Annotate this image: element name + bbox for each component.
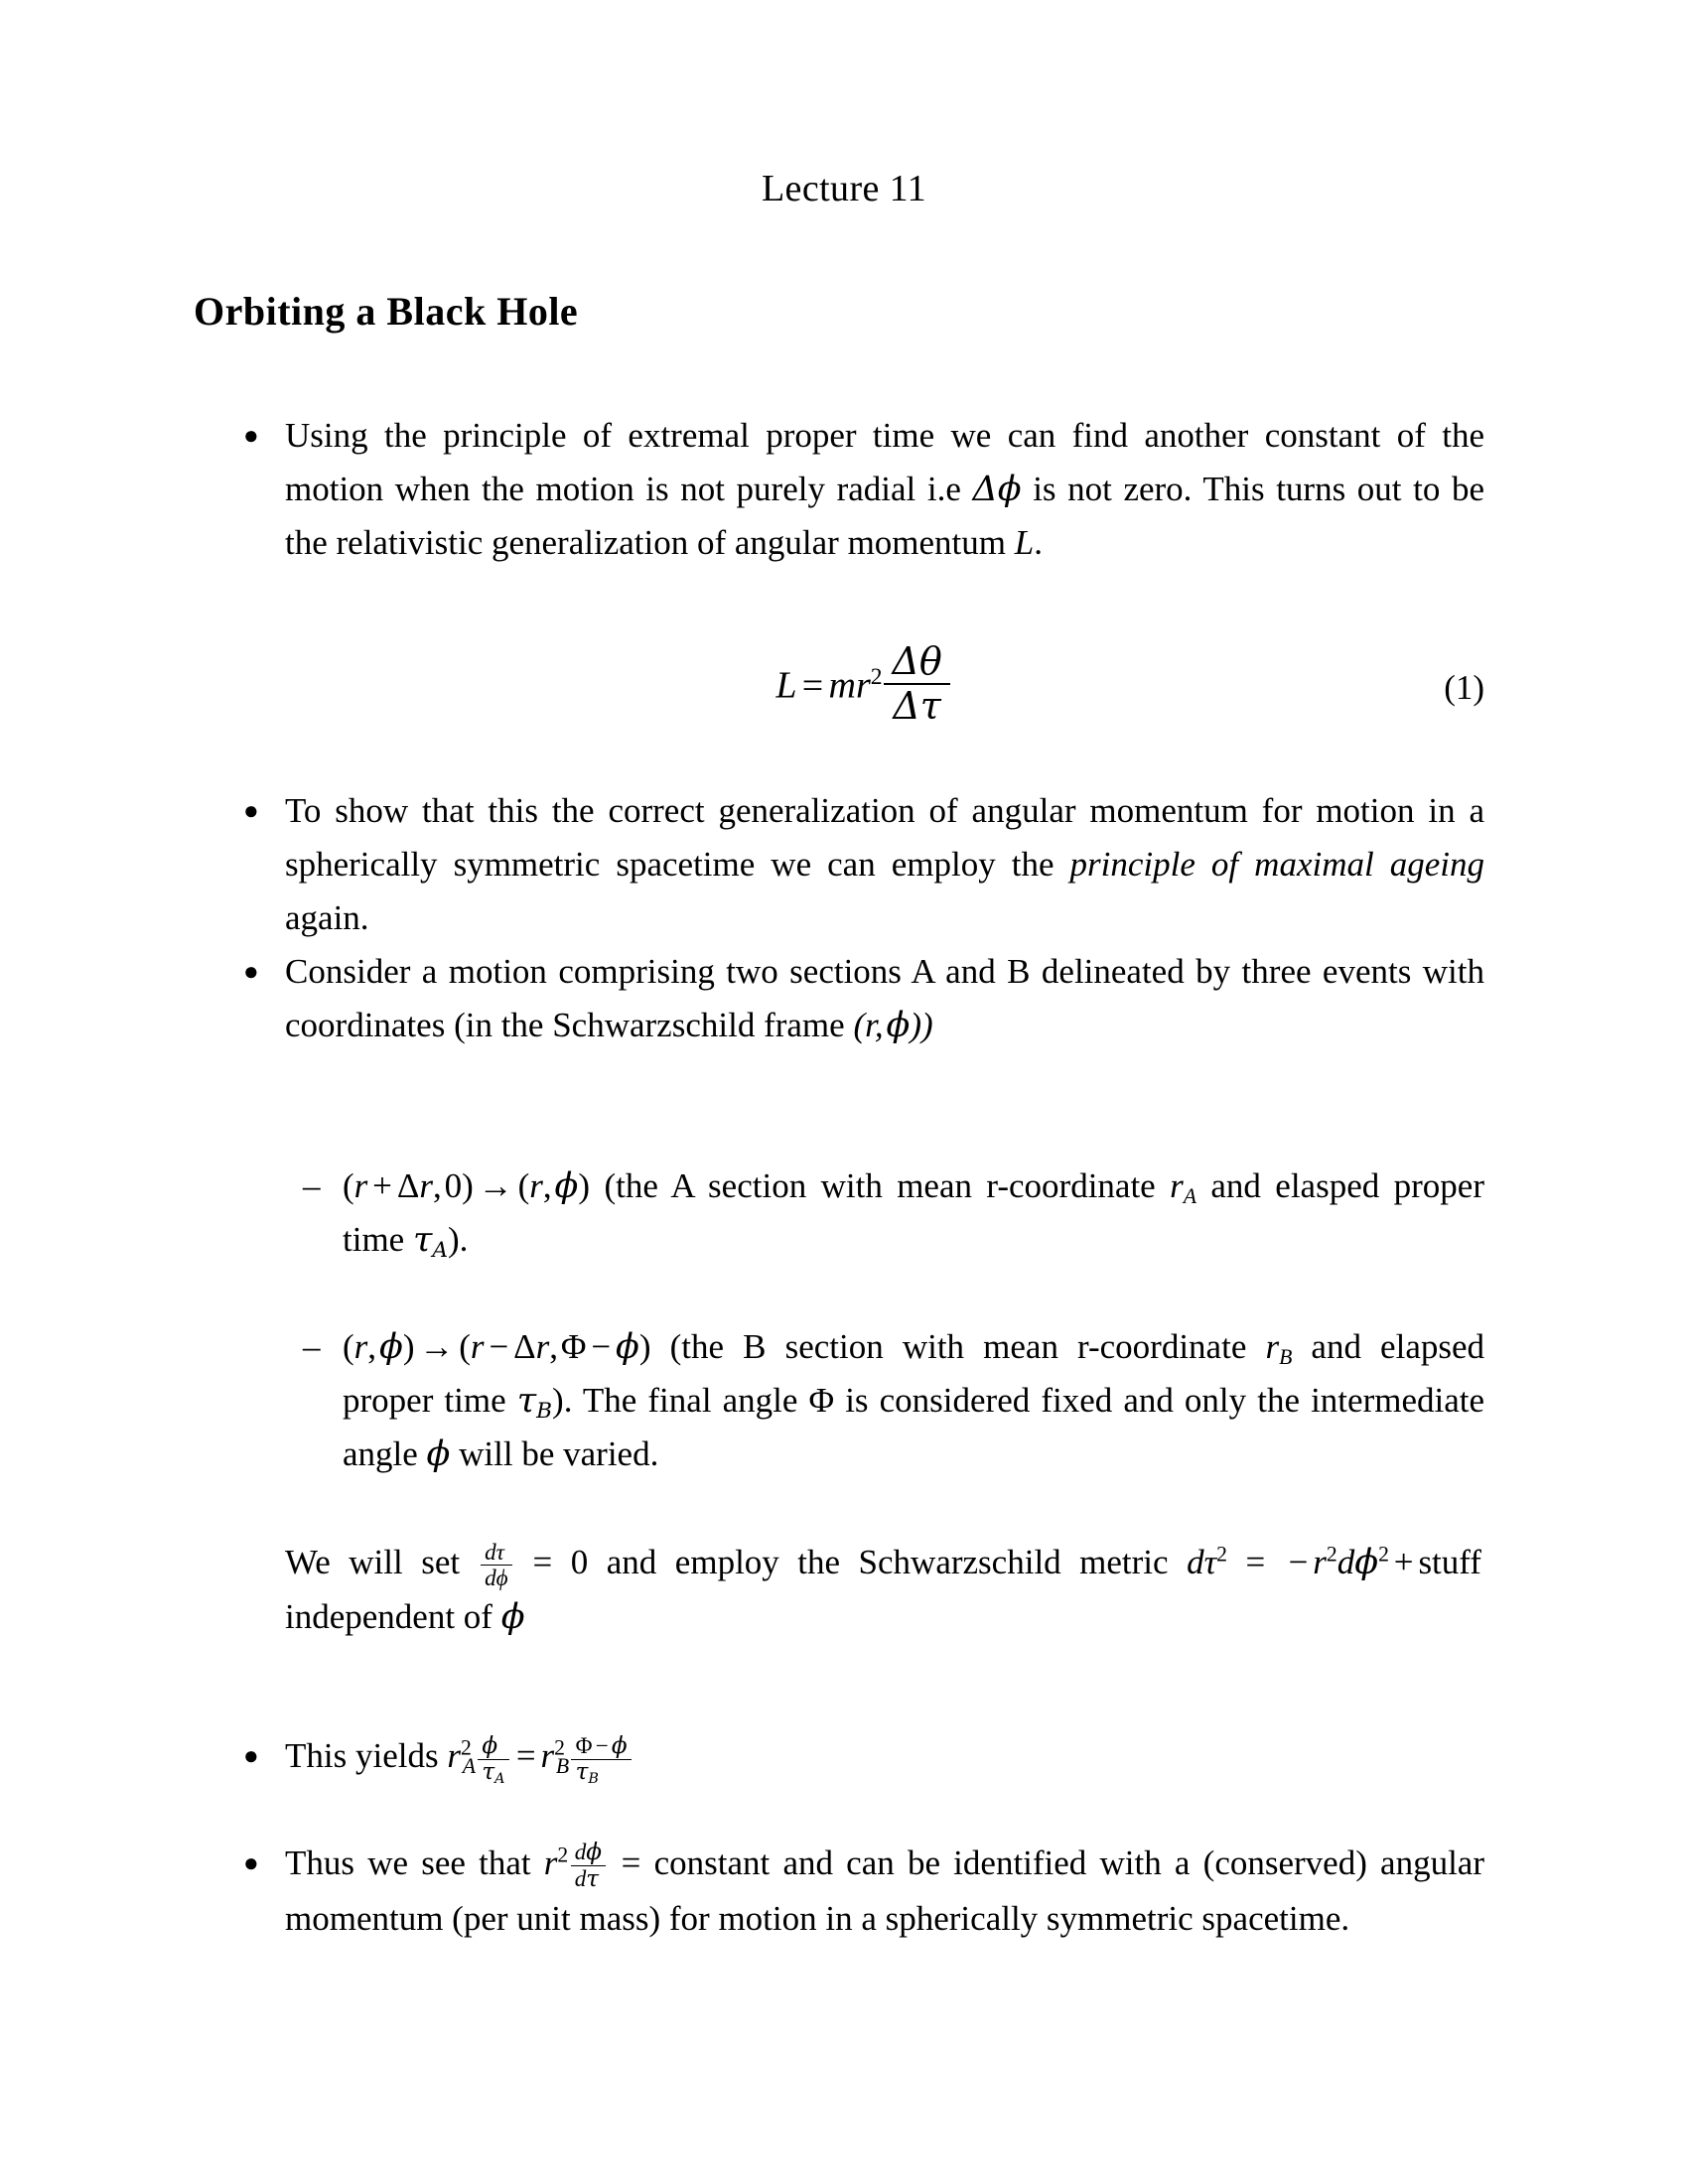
subbullet-2-seg-3: ). The final angle (552, 1381, 809, 1420)
equation-1-denominator: Δτ (884, 683, 950, 728)
bullet-4-math-rA2: $r^2_A$ (447, 1735, 476, 1779)
bullet-marker: ● (243, 421, 259, 450)
paragraph-fraction-denominator: dϕ (481, 1565, 512, 1590)
paragraph-seg-1: We will set (285, 1543, 479, 1581)
equation-1-fraction (884, 640, 950, 727)
bullet-3-math-coords: (r, ϕ)) (853, 1006, 933, 1045)
bullet-4-seg-1: This yields (285, 1736, 448, 1775)
subbullet-2-math-lhs: (r, ϕ) (343, 1327, 415, 1367)
subbullet-1-seg-3: ). (448, 1220, 469, 1259)
bullet-1-seg-1: Using the principle of extremal proper time we can find another constant of the motion when the motion is not purely radial i.e (285, 416, 1484, 508)
subbullet-2-math-rB: $r_B$ (1265, 1327, 1293, 1370)
bullet-3-seg-1: Consider a motion comprising two sections A and B delineated by three events with coordinates (in the Schwarzschild frame (285, 952, 1484, 1044)
subbullet-2-text (343, 1320, 1484, 1481)
subbullet-item-1 (303, 1160, 1484, 1267)
bullet-marker: ● (243, 957, 259, 986)
subbullet-item-2 (303, 1320, 1484, 1481)
subbullet-1-seg-1: (the A section with mean r-coordinate (590, 1166, 1171, 1205)
bullet-2-seg-2: again. (285, 898, 369, 937)
subbullet-2-seg-5: will be varied. (450, 1434, 659, 1473)
equation-1-coeff: mr (828, 664, 871, 707)
subbullet-1-math-rA: $r_A$ (1170, 1166, 1196, 1209)
bullet-item-2 (243, 784, 1484, 945)
page-title: Lecture 11 (761, 168, 927, 209)
bullet-5-seg-1: Thus we see that (285, 1843, 544, 1882)
paragraph-seg-2: = 0 and employ the Schwarzschild metric (514, 1543, 1188, 1581)
equation-1-equals: = (801, 664, 824, 707)
bullet-4-equals: = (515, 1736, 536, 1775)
bullet-4-fraction-A (478, 1733, 508, 1787)
bullet-4-fraction-A-numerator: ϕ (482, 1733, 498, 1760)
bullet-marker: ● (243, 1848, 259, 1877)
subbullet-2-math-phi: ϕ (426, 1434, 451, 1474)
subbullet-2-math-tauB: $\tau_B$ (516, 1381, 553, 1425)
bullet-5-seg-2: = constant and can be identified with a (conserved) angular momentum (per unit mass) for motion in a spherically symmetric spacetime. (285, 1843, 1485, 1938)
bullet-3-text (285, 945, 1484, 1052)
subbullet-2-math-rhs: (r − Δr, Φ − ϕ) (459, 1327, 651, 1367)
bullet-4-fraction-B-denominator: $\tau_B$ (571, 1759, 631, 1785)
subbullet-1-seg-2: and elasped proper time (343, 1166, 1484, 1259)
bullet-2-text (285, 784, 1484, 945)
bullet-5-math-r2: $r^2$ (543, 1843, 569, 1882)
subbullet-2-seg-4: is considered fixed and only the intermediate angle (343, 1381, 1485, 1473)
subbullet-2-seg-1: (the B section with mean r-coordinate (650, 1327, 1266, 1366)
subbullet-1-text (343, 1160, 1484, 1267)
bullet-item-5 (243, 1837, 1484, 1946)
bullet-1-seg-2: is not zero. This turns out to be the relativistic generalization of angular momentum (285, 470, 1484, 562)
equation-1-body (243, 640, 1484, 727)
subbullet-1-arrow: → (478, 1166, 513, 1205)
bullet-item-3 (243, 945, 1484, 1052)
section-heading: Orbiting a Black Hole (194, 289, 579, 334)
paragraph-fraction-dtau-dphi (481, 1540, 512, 1589)
bullet-2-italic-phrase: principle of maximal ageing (1069, 845, 1484, 884)
subbullet-2-math-Phi: Φ (808, 1381, 835, 1420)
subbullet-1-math-rhs: (r, ϕ) (517, 1166, 591, 1206)
subbullet-1-math-lhs: (r + Δr, 0) (343, 1166, 474, 1205)
bullet-item-4 (243, 1729, 1484, 1785)
subbullet-2-seg-2: and elapsed proper time (343, 1327, 1485, 1420)
equation-1-number: (1) (1444, 668, 1484, 707)
paragraph-math-dtau2: $d\tau^2$ (1187, 1542, 1227, 1581)
bullet-5-text (285, 1837, 1484, 1946)
equation-1-numerator: Δθ (892, 639, 942, 683)
bullet-1-text (285, 409, 1484, 570)
bullet-4-text (285, 1729, 1484, 1785)
paragraph-fraction-numerator: dτ (485, 1539, 504, 1566)
bullet-1-math-L: L (1014, 523, 1035, 562)
subbullet-marker: – (303, 1327, 321, 1366)
bullet-5-fraction-dphi-dtau (571, 1840, 607, 1891)
bullet-marker: ● (243, 796, 259, 825)
bullet-5-fraction-denominator: dτ (571, 1865, 607, 1892)
bullet-4-fraction-A-denominator: $\tau_A$ (478, 1759, 508, 1785)
paragraph-seg-3: = (1226, 1543, 1284, 1581)
paragraph-seg-4: − $r^2d\phi^2$ + stuff independent of ϕ (285, 1542, 1481, 1637)
bullet-4-fraction-B (571, 1732, 631, 1787)
bullet-item-1 (243, 409, 1484, 570)
bullet-1-math-delta-phi: Δϕ (972, 470, 1022, 509)
subbullet-2-arrow: → (419, 1327, 455, 1366)
bullet-4-fraction-B-numerator: Φ − ϕ (575, 1732, 628, 1760)
equation-1-exponent: 2 (870, 664, 883, 690)
bullet-2-seg-1: To show that this the correct generalization of angular momentum for motion in a spherically symmetric spacetime we can employ the (285, 791, 1484, 884)
bullet-5-fraction-numerator: dϕ (574, 1839, 603, 1866)
bullet-4-math-rB2: $r^2_B$ (540, 1735, 570, 1779)
bullet-marker: ● (243, 1741, 259, 1770)
subbullet-marker: – (303, 1166, 321, 1205)
bullet-1-seg-3: . (1034, 523, 1043, 562)
equation-1-lhs: L (775, 664, 797, 707)
subbullet-1-math-tauA: $\tau_A$ (412, 1220, 449, 1264)
paragraph-we-will-set (285, 1536, 1481, 1644)
